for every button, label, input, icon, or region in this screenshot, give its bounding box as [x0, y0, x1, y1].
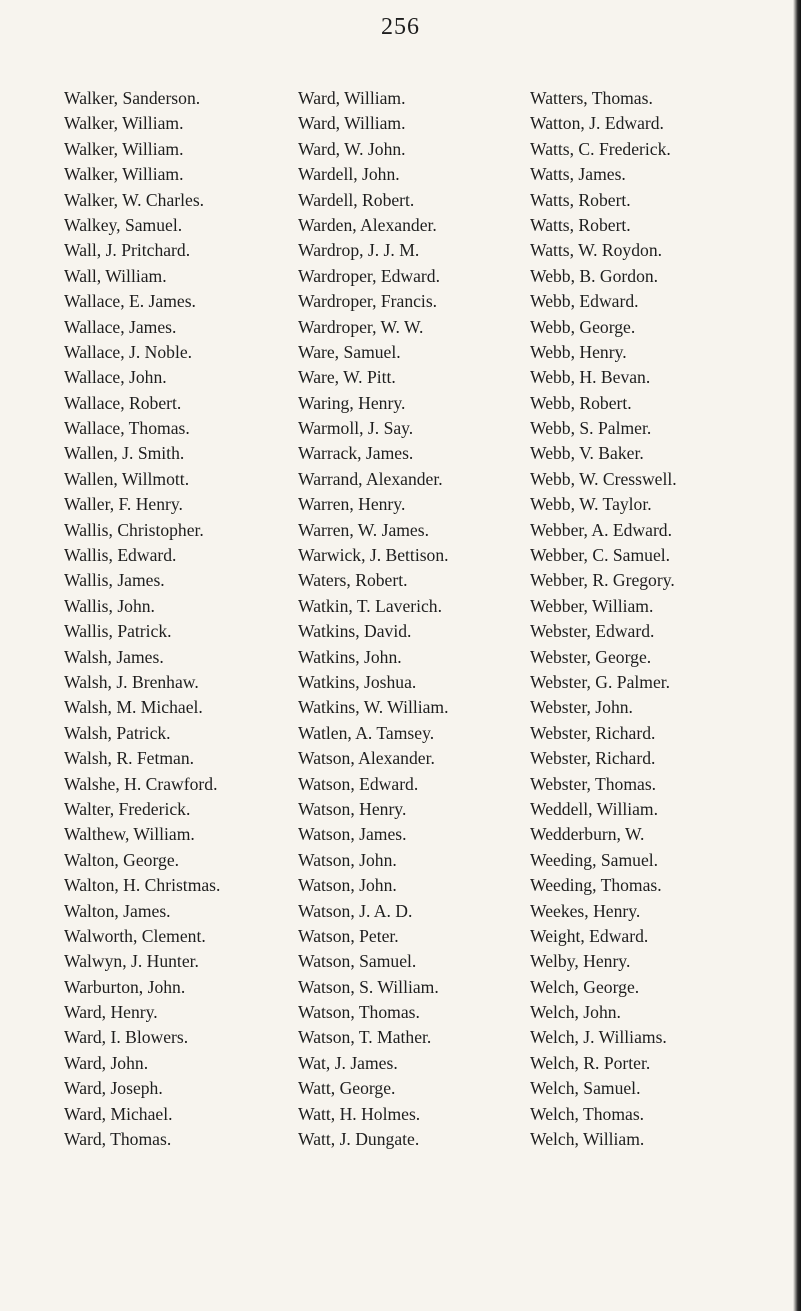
- name-entry: Wallace, John.: [64, 367, 167, 388]
- name-entry: Ward, William.: [298, 88, 406, 108]
- name-entry: Watkin, T. Laverich.: [298, 595, 443, 616]
- name-entry: Weeding, Samuel.: [530, 849, 659, 870]
- name-entry: Webber, C. Samuel.: [530, 545, 671, 566]
- name-entry: Watlen, A. Tamsey.: [298, 722, 435, 743]
- name-entry: Watson, John.: [298, 875, 397, 896]
- name-entry: Ward, Thomas.: [64, 1129, 172, 1150]
- name-entry: Wardell, John.: [298, 164, 400, 185]
- name-entry: Wallen, J. Smith.: [64, 443, 185, 464]
- name-entry: Webb, W. Taylor.: [530, 494, 652, 515]
- name-entry: Warwick, J. Bettison.: [298, 545, 449, 566]
- name-entry: Ward, W. John.: [298, 138, 406, 159]
- name-entry: Webster, Richard.: [530, 748, 656, 769]
- name-entry: Wallis, Patrick.: [64, 621, 172, 642]
- name-column-3: [530, 86, 795, 1152]
- name-entry: Webber, A. Edward.: [530, 519, 673, 540]
- name-entry: Wallis, James.: [64, 570, 165, 591]
- name-entry: Ward, Henry.: [64, 1002, 158, 1023]
- name-entry: Ware, W. Pitt.: [298, 367, 396, 388]
- name-entry: Warren, W. James.: [298, 519, 429, 540]
- name-entry: Walsh, J. Brenhaw.: [64, 671, 199, 692]
- name-entry: Watts, W. Roydon.: [530, 240, 663, 261]
- name-entry: Watts, C. Frederick.: [530, 138, 671, 159]
- name-entry: Watson, Peter.: [298, 925, 399, 946]
- name-entry: Watson, S. William.: [298, 976, 439, 997]
- name-entry: Walker, Sanderson.: [64, 88, 201, 108]
- name-entry: Wallace, Thomas.: [64, 418, 190, 439]
- name-entry: Webb, H. Bevan.: [530, 367, 651, 388]
- name-entry: Walton, H. Christmas.: [64, 875, 221, 896]
- name-entry: Webster, George.: [530, 646, 652, 667]
- name-entry: Walshe, H. Crawford.: [64, 773, 218, 794]
- name-entry: Warden, Alexander.: [298, 214, 437, 235]
- name-entry: Watkins, John.: [298, 646, 402, 667]
- name-entry: Watkins, W. William.: [298, 697, 449, 718]
- name-column-1: [64, 86, 304, 1152]
- name-entry: Webber, William.: [530, 595, 654, 616]
- name-entry: Ward, Michael.: [64, 1103, 173, 1124]
- name-entry: Welch, William.: [530, 1129, 645, 1150]
- name-entry: Webster, Thomas.: [530, 773, 657, 794]
- name-entry: Welby, Henry.: [530, 951, 631, 972]
- name-entry: Warmoll, J. Say.: [298, 418, 414, 439]
- name-entry: Webb, Henry.: [530, 341, 627, 362]
- name-entry: Watts, Robert.: [530, 189, 631, 210]
- name-entry: Watson, Alexander.: [298, 748, 435, 769]
- name-entry: Webb, S. Palmer.: [530, 418, 652, 439]
- name-entry: Welch, R. Porter.: [530, 1052, 651, 1073]
- name-entry: Wardroper, Francis.: [298, 291, 438, 312]
- name-entry: Weight, Edward.: [530, 925, 649, 946]
- name-entry: Walwyn, J. Hunter.: [64, 951, 199, 972]
- name-entry: Webster, John.: [530, 697, 633, 718]
- name-entry: Welch, J. Williams.: [530, 1027, 667, 1048]
- name-entry: Watters, Thomas.: [530, 88, 653, 108]
- name-entry: Watson, Henry.: [298, 798, 407, 819]
- name-entry: Wardroper, W. W.: [298, 316, 424, 337]
- name-entry: Walsh, R. Fetman.: [64, 748, 195, 769]
- page-edge-shadow: [793, 0, 801, 1311]
- name-entry: Webber, R. Gregory.: [530, 570, 675, 591]
- name-entry: Wardrop, J. J. M.: [298, 240, 420, 261]
- name-entry: Walker, W. Charles.: [64, 189, 205, 210]
- name-entry: Welch, Samuel.: [530, 1078, 641, 1099]
- name-entry: Wallen, Willmott.: [64, 468, 190, 489]
- name-entry: Warburton, John.: [64, 976, 186, 997]
- name-entry: Watson, James.: [298, 824, 407, 845]
- page-number: 256: [381, 14, 420, 40]
- name-column-2: [298, 86, 533, 1152]
- name-entry: Ware, Samuel.: [298, 341, 401, 362]
- name-entry: Wardroper, Edward.: [298, 265, 440, 286]
- name-entry: Walsh, M. Michael.: [64, 697, 203, 718]
- name-entry: Walker, William.: [64, 164, 184, 185]
- name-entry: Webb, W. Cresswell.: [530, 468, 677, 489]
- name-entry: Weekes, Henry.: [530, 900, 641, 921]
- name-entry: Walworth, Clement.: [64, 925, 206, 946]
- name-entry: Watt, J. Dungate.: [298, 1129, 420, 1150]
- name-entry: Wallace, J. Noble.: [64, 341, 193, 362]
- name-entry: Wat, J. James.: [298, 1052, 398, 1073]
- name-entry: Wallis, Edward.: [64, 545, 177, 566]
- name-entry: Warrand, Alexander.: [298, 468, 443, 489]
- name-entry: Ward, I. Blowers.: [64, 1027, 189, 1048]
- name-entry: Weeding, Thomas.: [530, 875, 662, 896]
- name-entry: Webster, Richard.: [530, 722, 656, 743]
- name-entry: Welch, George.: [530, 976, 640, 997]
- name-entry: Weddell, William.: [530, 798, 659, 819]
- name-entry: Wardell, Robert.: [298, 189, 415, 210]
- name-entry: Waters, Robert.: [298, 570, 408, 591]
- name-entry: Ward, William.: [298, 113, 406, 134]
- name-entry: Watts, James.: [530, 164, 626, 185]
- name-entry: Watkins, Joshua.: [298, 671, 417, 692]
- name-entry: Webb, Edward.: [530, 291, 639, 312]
- name-entry: Webb, B. Gordon.: [530, 265, 659, 286]
- name-entry: Wallace, Robert.: [64, 392, 182, 413]
- name-entry: Watkins, David.: [298, 621, 412, 642]
- name-entry: Wall, William.: [64, 265, 167, 286]
- name-entry: Watts, Robert.: [530, 214, 631, 235]
- name-entry: Webster, Edward.: [530, 621, 655, 642]
- name-entry: Watson, John.: [298, 849, 397, 870]
- name-entry: Wall, J. Pritchard.: [64, 240, 191, 261]
- name-entry: Wallace, E. James.: [64, 291, 196, 312]
- name-entry: Walsh, Patrick.: [64, 722, 171, 743]
- name-entry: Ward, Joseph.: [64, 1078, 163, 1099]
- name-entry: Watson, Samuel.: [298, 951, 417, 972]
- name-entry: Watton, J. Edward.: [530, 113, 664, 134]
- name-entry: Watson, J. A. D.: [298, 900, 413, 921]
- name-entry: Wallace, James.: [64, 316, 177, 337]
- name-entry: Waring, Henry.: [298, 392, 406, 413]
- name-entry: Wallis, Christopher.: [64, 519, 204, 540]
- name-entry: Welch, John.: [530, 1002, 621, 1023]
- name-entry: Walthew, William.: [64, 824, 195, 845]
- name-entry: Waller, F. Henry.: [64, 494, 183, 515]
- name-entry: Walker, William.: [64, 113, 184, 134]
- name-entry: Wallis, John.: [64, 595, 155, 616]
- name-entry: Webb, Robert.: [530, 392, 632, 413]
- name-entry: Watt, George.: [298, 1078, 396, 1099]
- name-entry: Walsh, James.: [64, 646, 164, 667]
- name-entry: Walker, William.: [64, 138, 184, 159]
- name-entry: Walter, Frederick.: [64, 798, 191, 819]
- name-entry: Watson, T. Mather.: [298, 1027, 432, 1048]
- name-entry: Watt, H. Holmes.: [298, 1103, 421, 1124]
- name-entry: Watson, Thomas.: [298, 1002, 420, 1023]
- name-entry: Wedderburn, W.: [530, 824, 645, 845]
- name-entry: Warren, Henry.: [298, 494, 406, 515]
- name-entry: Warrack, James.: [298, 443, 414, 464]
- name-entry: Welch, Thomas.: [530, 1103, 645, 1124]
- name-entry: Walton, George.: [64, 849, 180, 870]
- name-entry: Webb, George.: [530, 316, 636, 337]
- name-entry: Walton, James.: [64, 900, 171, 921]
- name-entry: Ward, John.: [64, 1052, 149, 1073]
- name-entry: Walkey, Samuel.: [64, 214, 183, 235]
- name-entry: Watson, Edward.: [298, 773, 419, 794]
- name-entry: Webster, G. Palmer.: [530, 671, 671, 692]
- name-entry: Webb, V. Baker.: [530, 443, 644, 464]
